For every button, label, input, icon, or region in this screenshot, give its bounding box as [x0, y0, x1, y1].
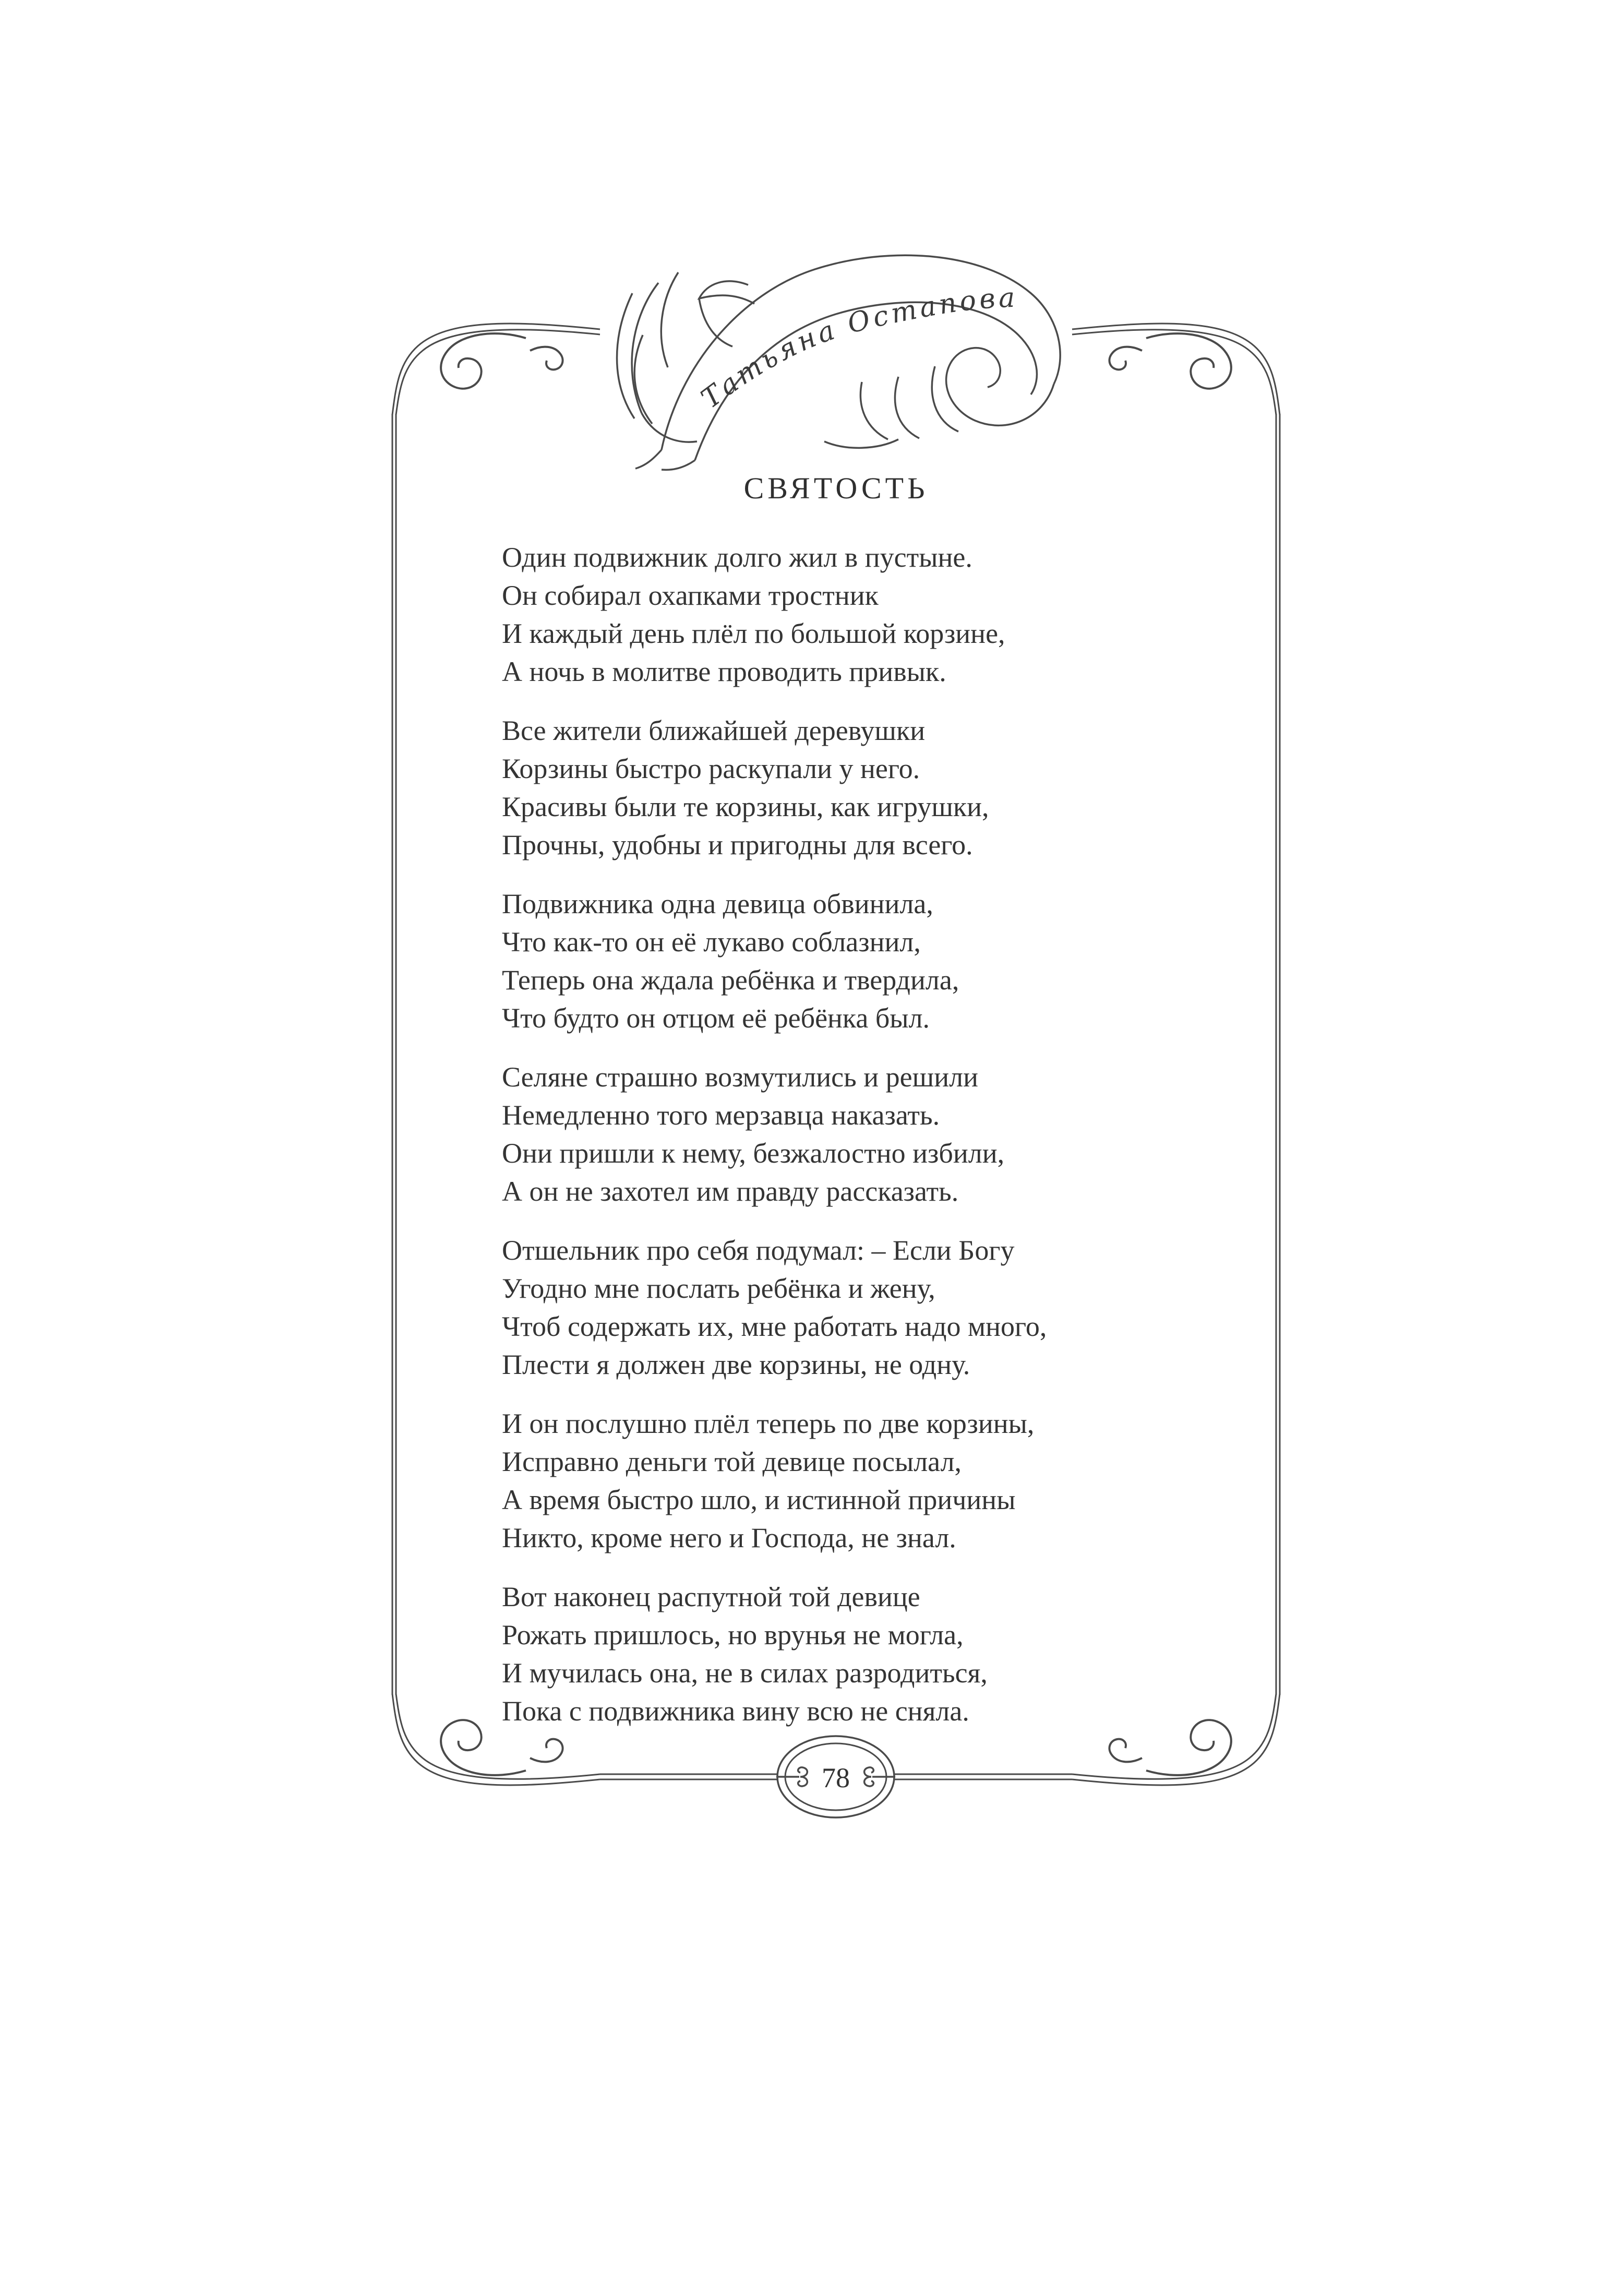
poem-line: Он собирал охапками тростник	[502, 580, 879, 611]
poem-line: Немедленно того мерзавца наказать.	[502, 1099, 940, 1131]
poem-line: Угодно мне послать ребёнка и жену,	[502, 1273, 935, 1304]
poem-line: Они пришли к нему, безжалостно избили,	[502, 1138, 1005, 1169]
poem-line: Плести я должен две корзины, не одну.	[502, 1349, 970, 1380]
poem-line: Рожать пришлось, но врунья не могла,	[502, 1619, 964, 1651]
poem-line: И каждый день плёл по большой корзине,	[502, 618, 1005, 649]
poem-line: А ночь в молитве проводить привык.	[502, 656, 946, 687]
poem-line: Что как-то он её лукаво соблазнил,	[502, 926, 921, 958]
poem-line: Прочны, удобны и пригодны для всего.	[502, 829, 973, 860]
stanza-6	[502, 1405, 1232, 1557]
stanza-4	[502, 1058, 1232, 1211]
poem-title: СВЯТОСТЬ	[743, 471, 929, 505]
poem-line: Чтоб содержать их, мне работать надо много,	[502, 1311, 1047, 1342]
stanza-7	[502, 1578, 1232, 1730]
poem-line: Исправно деньги той девице посылал,	[502, 1446, 962, 1477]
poem-line: И он послушно плёл теперь по две корзины,	[502, 1408, 1035, 1439]
poem-line: Корзины быстро раскупали у него.	[502, 753, 920, 784]
stanza-1	[502, 539, 1232, 691]
poem-line: Никто, кроме него и Господа, не знал.	[502, 1522, 956, 1553]
page-number: 78	[822, 1762, 850, 1793]
author-name: Татьяна Остапова	[695, 282, 1018, 415]
poem-line: И мучилась она, не в силах разродиться,	[502, 1657, 988, 1689]
poem-line: Красивы были те корзины, как игрушки,	[502, 791, 989, 822]
poem-line: Отшельник про себя подумал: – Если Богу	[502, 1235, 1015, 1266]
poem-line: Теперь она ждала ребёнка и твердила,	[502, 964, 959, 996]
stanza-2	[502, 712, 1232, 864]
poem	[502, 539, 1232, 1751]
poem-line: Вот наконец распутной той девице	[502, 1581, 920, 1612]
poem-line: А он не захотел им правду рассказать.	[502, 1176, 959, 1207]
poem-line: Пока с подвижника вину всю не сняла.	[502, 1695, 969, 1727]
poem-line: Селяне страшно возмутились и решили	[502, 1061, 978, 1093]
poem-line: Один подвижник долго жил в пустыне.	[502, 542, 972, 573]
stanza-5	[502, 1231, 1232, 1384]
author-banner-ribbon	[617, 255, 1061, 470]
poem-line: А время быстро шло, и истинной причины	[502, 1484, 1016, 1515]
poem-line: Подвижника одна девица обвинила,	[502, 888, 933, 919]
stanza-3	[502, 885, 1232, 1037]
poem-line: Все жители ближайшей деревушки	[502, 715, 926, 746]
poem-line: Что будто он отцом её ребёнка был.	[502, 1002, 930, 1034]
